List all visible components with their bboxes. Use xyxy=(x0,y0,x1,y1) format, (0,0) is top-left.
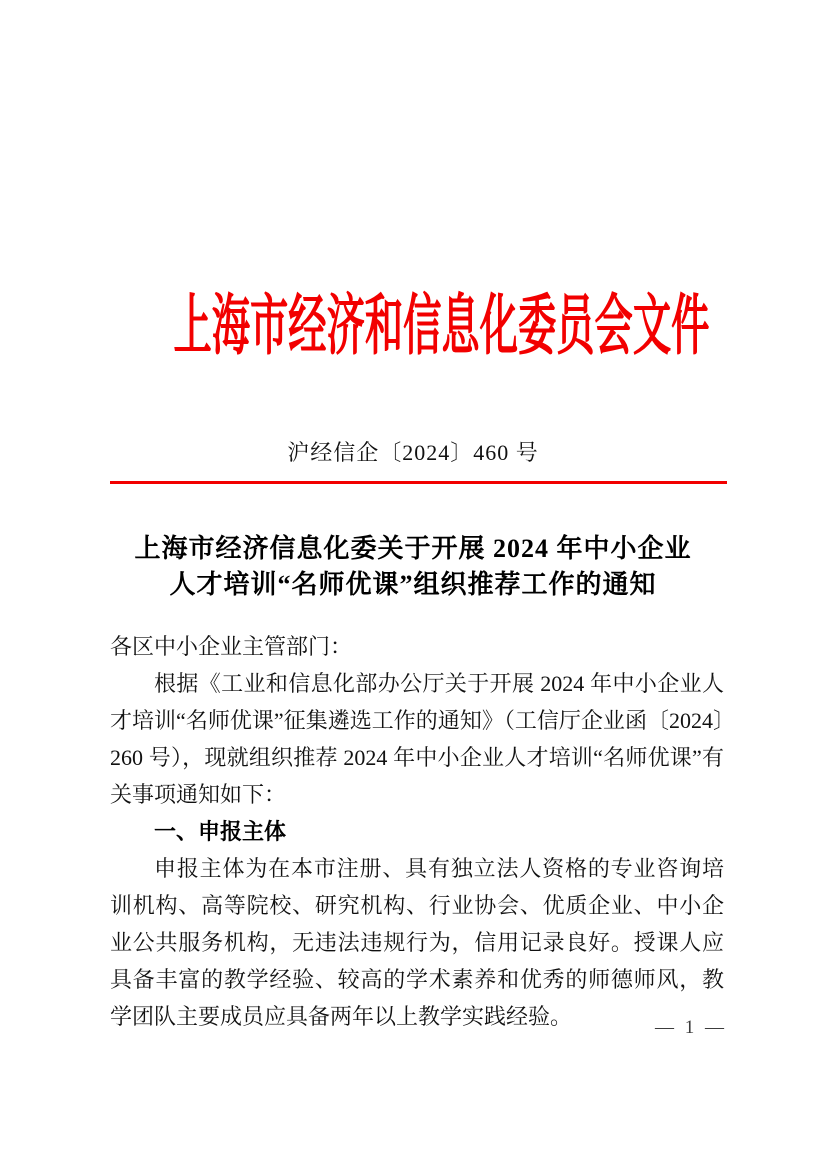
document-title-line2: 人才培训“名师优课”组织推荐工作的通知 xyxy=(169,570,657,599)
document-title xyxy=(0,531,826,603)
page-number: — 1 — xyxy=(655,1017,727,1038)
doc-number: 沪经信企〔2024〕460 号 xyxy=(287,440,539,465)
section-heading-1: 一、申报主体 xyxy=(154,819,287,844)
salutation: 各区中小企业主管部门： xyxy=(110,634,353,659)
document-title-line1: 上海市经济信息化委关于开展 2024 年中小企业 xyxy=(134,534,692,563)
letterhead-title: 上海市经济和信息化委员会文件 xyxy=(173,290,710,363)
paragraph-basis: 根据《工业和信息化部办公厅关于开展 2024 年中小企业人才培训“名师优课”征集遴选工作的通知》（工信厅企业函〔2024〕260 号），现就组织推荐 2024 年中小企业人才培训“名师优课”有关事项通知如下： xyxy=(110,671,724,807)
document-body xyxy=(110,628,724,1035)
red-separator-line xyxy=(110,481,727,484)
paragraph-applicant-requirements: 申报主体为在本市注册、具有独立法人资格的专业咨询培训机构、高等院校、研究机构、行业协会、优质企业、中小企业公共服务机构，无违法违规行为，信用记录良好。授课人应具备丰富的教学经验、较高的学术素养和优秀的师德师风，教学团队主要成员应具备两年以上教学实践经验。 xyxy=(110,856,724,1029)
